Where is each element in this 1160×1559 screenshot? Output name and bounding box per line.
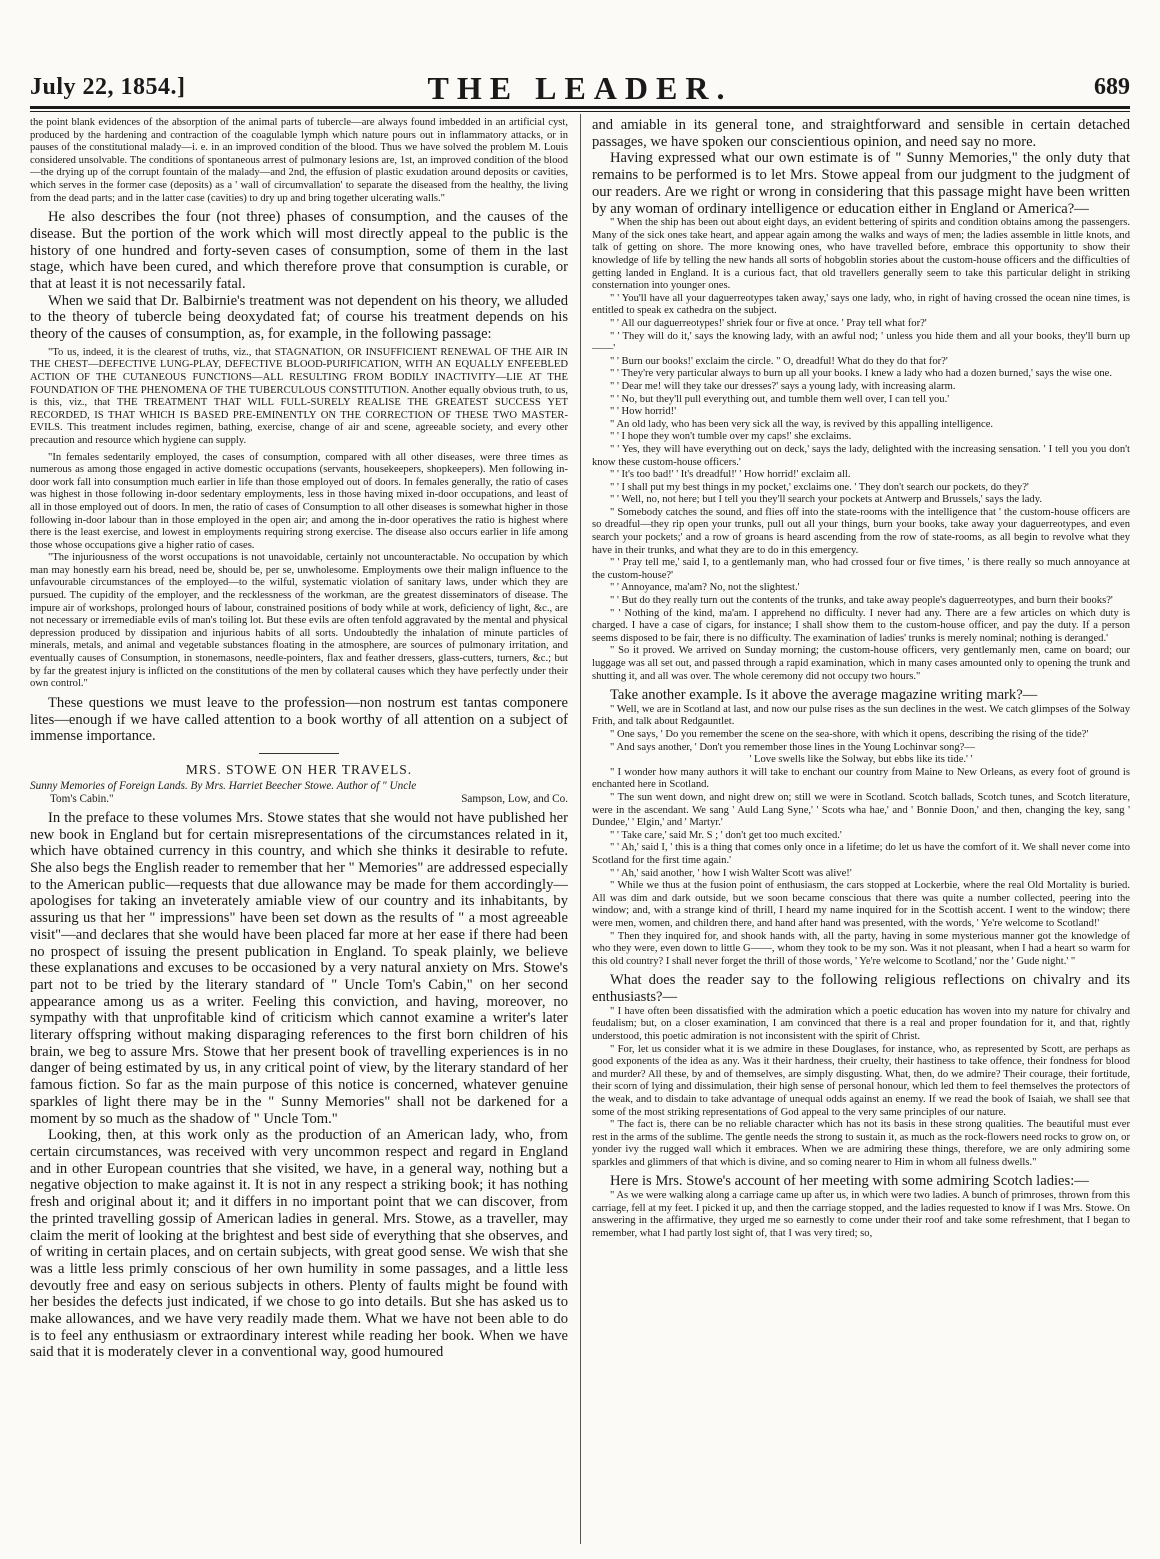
right-column xyxy=(592,117,1130,1547)
paragraph-chivalry: What does the reader say to the following religious reflections on chivalry and its enthusiasts?— xyxy=(592,972,1130,1006)
quote-line: " While we thus at the fusion point of enthusiasm, the cars stopped at Lockerbie, where the real Old Mortality is buried. All was dim and dark outside, but we soon became conscious that there was quite a number collected, peering into the window; and, with a strange kind of thrill, I heard my name inquired for in the Scottish accent. I went to the window; there were men, women, and children there, and hand after hand was presented, with the words, ' Ye're welcome to Scotland!' xyxy=(592,880,1130,929)
paragraph-estimate: Having expressed what our own estimate is of " Sunny Memories," the only duty that remains to be performed is to let Mrs. Stowe appeal from our judgment to the judgment of our readers. Are we right or wrong in considering that this passage might have been written by any woman of ordinary intelligence or education either in England or America?— xyxy=(592,150,1130,217)
quote-line: " The sun went down, and night drew on; still we were in Scotland. Scotch ballads, Scotch tunes, and Scotch literature, were in the ascendant. We sang ' Auld Lang Syne,' ' Scots wha hae,' and ' Bonnie Doon,' and then, changing the key, sang ' Dundee,' ' Elgin,' and ' Martyr.' xyxy=(592,792,1130,829)
newspaper-title: THE LEADER. xyxy=(427,70,733,106)
quote-occupations: "The injuriousness of the worst occupations is not unavoidable, certainly not uncounteractable. No occupation by which man may honestly earn his bread, need be, should be, per se, unwholesome. Employments owe their malign influence to the unfavourable circumstances of the employed—to the wilful, systematic violation of sanitary laws, under which they are pursued. The cupidity of the employer, and the recklessness of the workman, are the greatest disseminators of disease. The impure air of workshops, prolonged hours of labour, constrained positions of body while at work, deficiency of light, &c., are not necessary or irremediable evils of man's toiling lot. But these evils are often tenfold aggravated by the mental and physical depression produced by dissipation and injurious habits of all sorts. Undoubtedly the inhalation of minute particles of minerals, metals, and animal and vegetable substances floating in the atmosphere, are sources of pulmonary irritation, and eventually causes of Consumption, in stonemasons, needle-pointers, flax and feather dressers, glass-cutters, turners, &c.; but by far the greatest injury is inflicted on the constitutions of the men by collateral causes which they have perfectly under their own control." xyxy=(30,552,568,690)
quote-line: " ' Burn our books!' exclaim the circle. " O, dreadful! What do they do that for?' xyxy=(610,355,948,367)
book-citation-line1: Sunny Memories of Foreign Lands. By Mrs. Harriet Beecher Stowe. Author of " Uncle xyxy=(30,779,417,792)
quote-line: " ' Ah,' said I, ' this is a thing that comes only once in a lifetime; do let us have the comfort of it. We shall never come into Scotland for the first time again.' xyxy=(592,842,1130,867)
quote-line: " ' Pray tell me,' said I, to a gentlemanly man, who had crossed four or five times, ' is there really so much annoyance at the custom-house?' xyxy=(592,557,1130,581)
quote-line: " ' They will do it,' says the knowing lady, with an awful nod; ' unless you hide them and all your books, they'll burn up——' xyxy=(592,330,1130,355)
quote-line: " Then they inquired for, and shook hands with, all the party, having in some mysterious manner got the knowledge of who they were, even down to little G——, whom they took to be my son. Was it not pleasant, when I had a heart so warm for this old country? I shall never forget the thrill of those words, ' Ye're welcome to Scotland,' nor the ' Gude night.' " xyxy=(592,930,1130,967)
quote-line: " An old lady, who has been very sick all the way, is revived by this appalling intelligence. xyxy=(610,418,994,430)
issue-date: July 22, 1854.] xyxy=(30,74,186,100)
quote-line: " ' Ah,' said another, ' how I wish Walter Scott was alive!' xyxy=(610,867,852,879)
book-citation-line2: Tom's Cabin." xyxy=(50,792,114,805)
quote-daguerreotypes: " ' You'll have all your daguerreotypes taken away,' says one lady, who, in right of having crossed the ocean nine times, is entitled to speak ex cathedra on the subject. xyxy=(592,292,1130,317)
quote-tubercle: the point blank evidences of the absorption of the animal parts of tubercle—are always found imbedded in an artificial cyst, produced by the hardening and contraction of the coagulable lymph which nature pours out in inflammatory attacks, or in pauses of the constitutional malady—i. e. in an improved condition of the blood. Thus we have solved the problem M. Louis considered unsolvable. The conditions of spontaneous arrest of pulmonary lesions are, 1st, an improved condition of the blood—the drying up of the corrupt fountain of the malady—and 2nd, the effusion of plastic exudation around deposits or cavities, which serves in the former case (deposits) as a ' wall of circumvallation' to separate the diseased from the healthy, the living from the dead parts; and in the latter case (cavities) to dry up and bring together ulcerating walls." xyxy=(30,117,568,204)
quote-ship: " When the ship has been out about eight days, an evident bettering of spirits and condition obtains among the passengers. Many of the sick ones take heart, and appear again among the walks and ways of men; the ladies assemble in little knots, and talk of getting on shore. The more knowing ones, who have travelled before, embrace this opportunity to show their knowledge of life by telling the new hands all sorts of hobgoblin stories about the custom-house officers and the difficulties of getting landed in England. It is a curious fact, that old travellers generally seem to take this particular delight in striking consternation into younger ones. xyxy=(592,217,1130,292)
quote-line: " The fact is, there can be no reliable character which has not its basis in these strong qualities. The beautiful must ever rest in the arms of the sublime. The gentle needs the strong to sustain it, as much as the rock-flowers need rocks to grow on, or yonder ivy the rugged wall which it embraces. When we are admiring these things, therefore, we are only admiring some sparkles and glimmers of that which is divine, and so coming nearer to Him in whom all fulness dwells." xyxy=(592,1119,1130,1168)
paragraph-preface: In the preface to these volumes Mrs. Stowe states that she would not have published her new book in England but for certain misrepresentations of the circumstances related in it, which have obtained currency in this country, and which she thinks it desirable to refute. She also begs the English reader to remember that her " Memories" are addressed especially to the American public—requests that due allowance may be made for them accordingly—apologises for taking an inveterately amiable view of our country and its inhabitants, by assuring us that her " impressions" have been set down as the results of " a most agreeable visit"—and declares that she would have been placed far more at her ease if there had been no prospect of issuing the present publication in England. To speak plainly, we believe these explanations and excuses to be occasioned by a very natural anxiety on Mrs. Stowe's part not to be tried by the literary standard of " Uncle Tom's Cabin," on her second appearance among us as a writer. Feeling this conviction, and having, moreover, no sympathy with that unprofitable kind of criticism which cannot examine a writer's later literary offspring without making disparaging references to the first born children of his brain, we beg to assure Mrs. Stowe that her present book of travelling experiences is in no danger of being estimated by us, in any critical point of view, by the literary standard of her famous fiction. So far as the main purpose of this notice is concerned, whatever genuine sparkles of light there may be in the " Sunny Memories" shall not be darkened for a moment by so much as the shadow of " Uncle Tom." xyxy=(30,809,568,1127)
header-rule-thin xyxy=(30,111,1130,112)
book-publisher: Sampson, Low, and Co. xyxy=(461,792,568,805)
quote-line: " ' Nothing of the kind, ma'am. I apprehend no difficulty. I never had any. There are a few articles on which duty is charged. I have a case of cigars, for instance; I shall show them to the custom-house officer, and pay the duty. If a person seems disposed to be fair, there is no difficulty. The examination of ladies' trunks is merely nominal; nothing is deranged.' xyxy=(592,607,1130,644)
quote-line: " ' Dear me! will they take our dresses?' says a young lady, with increasing alarm. xyxy=(610,380,956,392)
quote-females: "In females sedentarily employed, the cases of consumption, compared with all other diseases, were three times as numerous as among those engaged in active domestic occupations (servants, housekeepers, shopkeepers). Men following in-door work fall into consumption much earlier in life than those employed out of doors. In females generally, the ratio of cases was highest in those following in-door sedentary employments, less in those having mixed in-door occupations, and least of all in those employed out of doors. In men, the ratio of cases of Consumption to all other diseases is somewhat higher in those following in-door labour than in those employed in the open air; and among the in-door operatives the ratio is highest where there is the least exercise, and lowest in employments requiring strong exercise. The disease also occurs earlier in life among those whose occupations give a higher ratio of cases. xyxy=(30,451,568,551)
quote-line: " ' I shall put my best things in my pocket,' exclaims one. ' They don't search our pockets, do they?' xyxy=(610,481,1029,493)
paragraph-profession: These questions we must leave to the profession—non nostrum est tantas componere lites—enough if we have called attention to a book worthy of all attention on a subject of immense importance. xyxy=(30,694,568,745)
quote-line: " ' No, but they'll pull everything out, and tumble them well over, I can tell you.' xyxy=(610,393,950,405)
left-column xyxy=(30,117,568,1547)
quote-line: " Well, we are in Scotland at last, and now our pulse rises as the sun declines in the west. We catch glimpses of the Solway Frith, and talk about Redgauntlet. xyxy=(592,703,1130,728)
quote-line: " ' Take care,' said Mr. S ; ' don't get too much excited.' xyxy=(610,829,842,841)
paragraph-scotch-ladies: Here is Mrs. Stowe's account of her meeting with some admiring Scotch ladies:— xyxy=(610,1173,1089,1190)
book-citation xyxy=(30,780,568,806)
paragraph-amiable: and amiable in its general tone, and straightforward and sensible in certain detached passages, we have spoken our conscientious opinion, and need say no more. xyxy=(592,117,1130,150)
quote-line: " I have often been dissatisfied with the admiration which a poetic education has woven into my nature for chivalry and feudalism; but, on a closer examination, I am convinced that there is a real and proper foundation for it, and that, rightly understood, this poetic admiration is not inconsistent with the spirit of Christ. xyxy=(592,1005,1130,1042)
quote-line: " ' Annoyance, ma'am? No, not the slightest.' xyxy=(610,582,800,594)
quote-line: " One says, ' Do you remember the scene on the sea-shore, with which it opens, describing the rising of the tide?' xyxy=(610,729,1089,741)
masthead xyxy=(30,70,1130,104)
column-divider xyxy=(580,114,581,1544)
quote-line: " I wonder how many authors it will take to enchant our country from Maine to New Orleans, as every foot of ground is enchanted here in Scotland. xyxy=(592,766,1130,791)
paragraph-treatment: When we said that Dr. Balbirnie's treatment was not dependent on his theory, we alluded to the theory of tubercle being deoxydated fat; of course his treatment depends on his theory of the causes of consumption, as, for example, in the following passage: xyxy=(30,292,568,343)
verse-line: ' Love swells like the Solway, but ebbs like its tide.' ' xyxy=(749,754,973,766)
quote-line: " ' I hope they won't tumble over my caps!' she exclaims. xyxy=(610,431,852,443)
quote-line: " ' How horrid!' xyxy=(610,406,677,418)
quote-line: " And says another, ' Don't you remember those lines in the Young Lochinvar song?— xyxy=(610,741,975,753)
paragraph-example: Take another example. Is it above the average magazine writing mark?— xyxy=(610,687,1038,704)
paragraph-phases: He also describes the four (not three) phases of consumption, and the causes of the disease. But the portion of the work which will most directly appeal to the public is the history of one hundred and forty-seven cases of consumption, some of them in the last stage, which have been cured, and which therefore prove that consumption is curable, or that at least it is not necessarily fatal. xyxy=(30,209,568,292)
page-number: 689 xyxy=(1094,74,1130,100)
quote-line: " As we were walking along a carriage came up after us, in which were two ladies. A bunch of primroses, thrown from this carriage, fell at my feet. I picked it up, and then the carriage stopped, and the ladies requested to know if I was Mrs. Stowe. On answering in the affirmative, they urged me so earnestly to come under their roof and take some refreshment, that I began to remember, what I had partly lost sight of, that I was very tired; so, xyxy=(592,1190,1130,1239)
section-title: MRS. STOWE ON HER TRAVELS. xyxy=(185,761,413,777)
quote-line: " Somebody catches the sound, and flies off into the state-rooms with the intelligence that ' the custom-house officers are so dreadful—they rip open your trunks, pull out all your things, burn your books, take away your daguerreotypes, and even search your pockets;' and a row of groans is heard ascending from the row of state-rooms, as all begin to revolve what they have in their trunks, and what they are to do in this emergency. xyxy=(592,506,1130,556)
quote-line: " ' All our daguerreotypes!' shriek four or five at once. ' Pray tell what for?' xyxy=(610,317,927,329)
quote-line: " ' Well, no, not here; but I tell you they'll search your pockets at Antwerp and Brussels,' says the lady. xyxy=(610,494,1042,506)
quote-line: " ' It's too bad!' ' It's dreadful!' ' How horrid!' exclaim all. xyxy=(610,469,851,481)
section-divider xyxy=(259,753,339,754)
paragraph-looking: Looking, then, at this work only as the production of an American lady, who, from certain circumstances, was received with very uncommon respect and regard in England and in other European countries that she visited, we have, in a general way, nothing but a negative objection to make against it. It is not in any respect a striking book; it has nothing fresh and original about it; and it differs in no important point that we can discover, from the printed travelling gossip of American ladies in general. Mrs. Stowe, as a traveller, may claim the merit of looking at the brightest and best side of everything that she observes, and of writing in certain places, and on certain subjects, with great good sense. We wish that she was a little less primly conscious of her own humility in some passages, and a little less devoutly free and easy on serious subjects in others. Plenty of faults might be found with her besides the defects just indicated, if we chose to go into details. But she has asked us to make allowances, and we have very readily made them. What we have not been able to do is to feel any enthusiasm or extraordinary interest while reading her book. When we have said that it is moderately clever in a conventional way, good humoured xyxy=(30,1127,568,1361)
quote-line: " ' Yes, they will have everything out on deck,' says the lady, delighted with the increasing sensation. ' I tell you you don't know these custom-house officers.' xyxy=(592,443,1130,468)
quote-line: " So it proved. We arrived on Sunday morning; the custom-house officers, very gentlemanly men, came on board; our luggage was all set out, and passed through a rapid examination, which in many cases amounted only to opening the trunk and shutting it, and all was over. The whole ceremony did not occupy two hours." xyxy=(592,645,1130,682)
quote-line: " ' But do they really turn out the contents of the trunks, and take away people's daguerreotypes, and burn their books?' xyxy=(610,595,1113,607)
header-rule-thick xyxy=(30,106,1130,109)
quote-line: " For, let us consider what it is we admire in these Douglases, for instance, who, as represented by Scott, are perhaps as good exponents of the idea as any. Was it their hardness, their cruelty, their hastiness to take offence, their fondness for blood and murder? All these, by and of themselves, are simply disgusting. What, then, do we admire? Their courage, their fortitude, their scorn of lying and dissimulation, their high sense of personal honour, which led them to feel themselves the protectors of the weak, and to disdain to take advantage of unequal odds against an enemy. If we read the book of Isaiah, we shall see that some of the most striking representations of God appeal to the very same principles of our nature. xyxy=(592,1043,1130,1118)
quote-stagnation: "To us, indeed, it is the clearest of truths, viz., that STAGNATION, OR INSUFFICIENT RENEWAL OF THE AIR IN THE CHEST—DEFECTIVE LUNG-PLAY, DEFECTIVE BLOOD-PURIFICATION, WITH AN EQUALLY ENFEEBLED ACTION OF THE CUTANEOUS FUNCTIONS—ALL RESULTING FROM BODILY INACTIVITY—LIE AT THE FOUNDATION OF THE PHENOMENA OF THE TUBERCULOUS CONSTITUTION. Another equally obvious truth, to us, is this, viz., that THE TREATMENT THAT WILL FULL-SURELY REALISE THE GREATEST SUCCESS YET RECORDED, IS THAT WHICH IS BASED PRE-EMINENTLY ON THE CORRECTION OF THESE TWO MASTER-EVILS. This treatment includes regimen, bathing, exercise, change of air and scene, agreeable society, and every other precaution and resource which hygiene can supply. xyxy=(30,346,568,446)
quote-line: " ' They're very particular always to burn up all your books. I knew a lady who had a dozen burned,' says the wise one. xyxy=(610,368,1113,380)
